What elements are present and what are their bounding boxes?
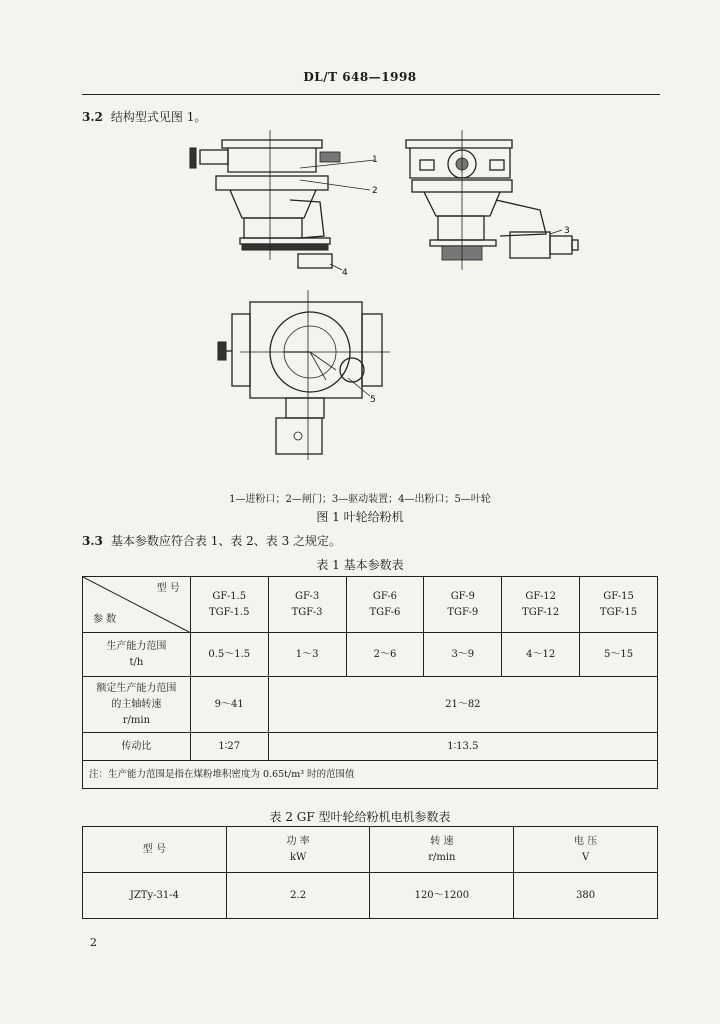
table-2-title: 表 2 GF 型叶轮给粉机电机参数表 — [269, 810, 451, 824]
value-cell-merged: 1∶13.5 — [268, 733, 657, 761]
plan-view — [218, 290, 390, 460]
figure-label-3: 3 — [564, 226, 570, 236]
value-cell: 0.5～1.5 — [190, 633, 268, 677]
table-1-speed-row — [83, 677, 658, 733]
row-label: 传动比 — [83, 733, 191, 761]
value-cell: 2～6 — [346, 633, 424, 677]
figure-label-2: 2 — [372, 186, 378, 196]
figure-label-5: 5 — [370, 395, 376, 405]
table-1-ratio-row — [83, 733, 658, 761]
table-2 — [82, 826, 658, 919]
figure-legend: 1—进粉口；2—闸门；3—驱动装置；4—出粉口；5—叶轮 — [229, 494, 491, 505]
row-label: 额定生产能力范围 的主轴转速 r/min — [83, 677, 191, 733]
front-view — [190, 130, 375, 270]
model-cell: GF-3 TGF-3 — [268, 577, 346, 633]
table-1-note: 注：生产能力范围是指在煤粉堆积密度为 0.65t/m³ 时的范围值 — [83, 761, 658, 789]
motor-voltage: 380 — [514, 873, 658, 919]
model-cell: GF-15 TGF-15 — [580, 577, 658, 633]
model-cell: GF-1.5 TGF-1.5 — [190, 577, 268, 633]
section-3-3-number: 3.3 — [82, 534, 103, 548]
model-cell: GF-12 TGF-12 — [502, 577, 580, 633]
header-power: 功 率 kW — [226, 827, 370, 873]
table-1-title: 表 1 基本参数表 — [316, 558, 404, 572]
value-cell: 5～15 — [580, 633, 658, 677]
figure-1-drawing — [180, 130, 600, 480]
header-model: 型 号 — [83, 827, 227, 873]
value-cell: 9～41 — [190, 677, 268, 733]
page-number: 2 — [90, 936, 97, 949]
value-cell: 1∶27 — [190, 733, 268, 761]
table-2-header-row — [83, 827, 658, 873]
model-cell: GF-6 TGF-6 — [346, 577, 424, 633]
motor-speed: 120～1200 — [370, 873, 514, 919]
section-3-2 — [82, 108, 206, 125]
motor-model: JZTy-31-4 — [83, 873, 227, 919]
table-1-note-row — [83, 761, 658, 789]
header-speed: 转 速 r/min — [370, 827, 514, 873]
value-cell: 4～12 — [502, 633, 580, 677]
model-cell: GF-9 TGF-9 — [424, 577, 502, 633]
corner-bottom-label: 参 数 — [93, 614, 117, 625]
figure-title: 图 1 叶轮给粉机 — [316, 510, 404, 524]
page-header: DL/T 648—1998 — [303, 70, 417, 84]
value-cell-merged: 21～82 — [268, 677, 657, 733]
value-cell: 3～9 — [424, 633, 502, 677]
corner-top-label: 型 号 — [156, 583, 180, 594]
motor-power: 2.2 — [226, 873, 370, 919]
section-3-3-text: 基本参数应符合表 1、表 2、表 3 之规定。 — [110, 534, 342, 548]
value-cell: 1～3 — [268, 633, 346, 677]
section-3-2-number: 3.2 — [82, 110, 103, 124]
section-3-2-text: 结构型式见图 1。 — [110, 110, 207, 124]
row-label: 生产能力范围 t/h — [83, 633, 191, 677]
header-rule — [82, 94, 660, 95]
side-view — [406, 130, 578, 270]
table-1-capacity-row — [83, 633, 658, 677]
table-1 — [82, 576, 658, 789]
figure-label-4: 4 — [342, 268, 348, 278]
table-2-data-row — [83, 873, 658, 919]
table-1-header-row — [83, 577, 658, 633]
figure-label-1: 1 — [372, 155, 378, 165]
header-voltage: 电 压 V — [514, 827, 658, 873]
table-1-corner-cell — [83, 577, 191, 633]
section-3-3 — [82, 532, 341, 549]
